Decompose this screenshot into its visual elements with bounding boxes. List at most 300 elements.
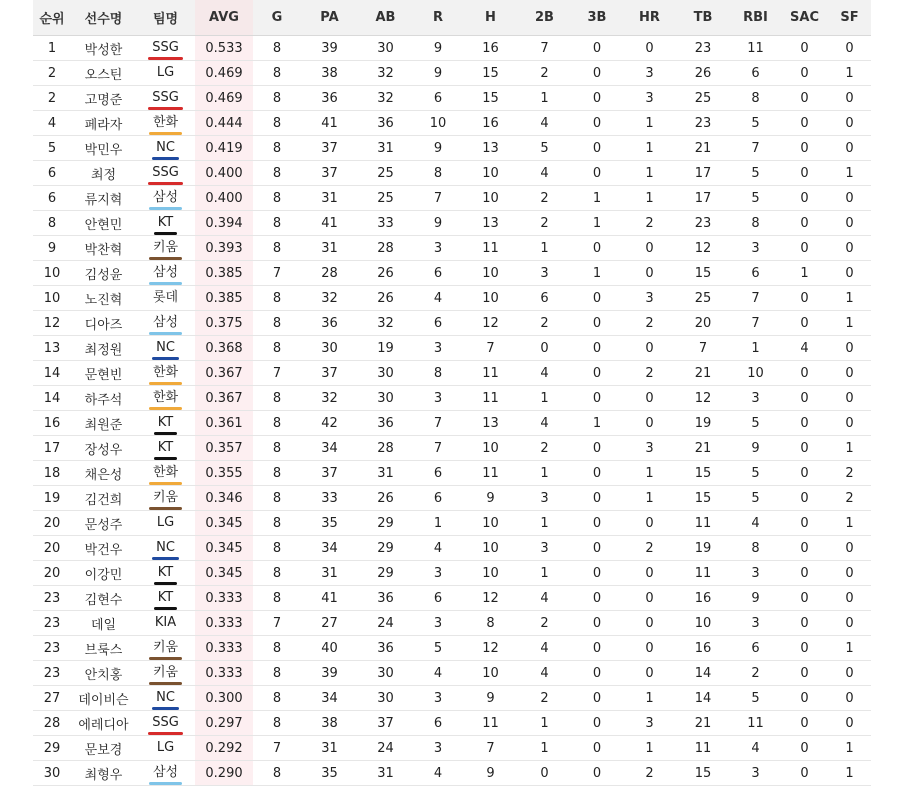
table-row[interactable] — [33, 236, 871, 261]
rank-cell: 20 — [33, 561, 71, 586]
header-avg[interactable]: AVG — [195, 0, 253, 36]
player-name-cell[interactable]: 안현민 — [71, 211, 136, 236]
team-name[interactable] — [151, 364, 180, 382]
player-name-cell[interactable]: 최정원 — [71, 336, 136, 361]
ab-cell: 26 — [358, 286, 413, 311]
rbi-cell: 3 — [730, 386, 781, 411]
home-runs-cell: 1 — [623, 736, 676, 761]
ab-cell: 31 — [358, 461, 413, 486]
rank-cell: 23 — [33, 661, 71, 686]
table-row[interactable] — [33, 61, 871, 86]
player-name-cell[interactable]: 오스틴 — [71, 61, 136, 86]
team-name[interactable] — [151, 239, 180, 257]
sf-cell: 0 — [828, 111, 871, 136]
triples-cell: 0 — [571, 736, 623, 761]
runs-cell: 3 — [413, 336, 463, 361]
header-player[interactable]: 선수명 — [71, 0, 136, 36]
table-row[interactable] — [33, 111, 871, 136]
doubles-cell: 4 — [518, 411, 571, 436]
team-label: 삼성 — [152, 315, 179, 330]
games-cell: 8 — [253, 211, 301, 236]
team-cell — [136, 661, 195, 686]
sac-cell: 0 — [781, 736, 828, 761]
pa-cell: 31 — [301, 186, 358, 211]
rbi-cell: 5 — [730, 186, 781, 211]
team-label: KT — [157, 590, 174, 605]
games-cell: 7 — [253, 361, 301, 386]
team-cell — [136, 511, 195, 536]
table-row[interactable] — [33, 761, 871, 786]
pa-cell: 35 — [301, 511, 358, 536]
table-row[interactable] — [33, 736, 871, 761]
player-name-cell[interactable]: 박찬혁 — [71, 236, 136, 261]
runs-cell: 3 — [413, 686, 463, 711]
total-bases-cell: 14 — [676, 686, 730, 711]
header-rank[interactable]: 순위 — [33, 0, 71, 36]
header-tb[interactable]: TB — [676, 0, 730, 36]
player-name-cell[interactable]: 페라자 — [71, 111, 136, 136]
sf-cell: 1 — [828, 736, 871, 761]
total-bases-cell: 12 — [676, 386, 730, 411]
team-name[interactable] — [153, 614, 178, 632]
player-name-cell[interactable]: 에레디아 — [71, 711, 136, 736]
table-row[interactable] — [33, 636, 871, 661]
team-name[interactable] — [156, 414, 175, 432]
rbi-cell: 5 — [730, 111, 781, 136]
runs-cell: 6 — [413, 711, 463, 736]
triples-cell: 0 — [571, 111, 623, 136]
rbi-cell: 5 — [730, 486, 781, 511]
team-name[interactable] — [154, 139, 177, 157]
team-name[interactable] — [155, 514, 176, 532]
team-name[interactable] — [151, 314, 180, 332]
table-row[interactable] — [33, 336, 871, 361]
team-name[interactable] — [150, 89, 181, 107]
player-name-cell[interactable]: 노진혁 — [71, 286, 136, 311]
table-row[interactable] — [33, 511, 871, 536]
triples-cell: 0 — [571, 311, 623, 336]
team-label: NC — [156, 540, 175, 555]
player-name-cell[interactable]: 데일 — [71, 611, 136, 636]
team-underline — [152, 157, 179, 160]
ab-cell: 36 — [358, 411, 413, 436]
home-runs-cell: 1 — [623, 161, 676, 186]
rank-cell: 14 — [33, 386, 71, 411]
sf-cell: 1 — [828, 286, 871, 311]
table-row[interactable] — [33, 311, 871, 336]
avg-cell: 0.300 — [195, 686, 253, 711]
team-cell — [136, 436, 195, 461]
runs-cell: 6 — [413, 461, 463, 486]
runs-cell: 3 — [413, 611, 463, 636]
table-row[interactable] — [33, 286, 871, 311]
home-runs-cell: 0 — [623, 411, 676, 436]
total-bases-cell: 7 — [676, 336, 730, 361]
header-team[interactable]: 팀명 — [136, 0, 195, 36]
table-row[interactable] — [33, 186, 871, 211]
team-underline — [149, 507, 182, 510]
games-cell: 8 — [253, 511, 301, 536]
team-name[interactable] — [151, 289, 180, 307]
rbi-cell: 11 — [730, 36, 781, 61]
header-h[interactable]: H — [463, 0, 518, 36]
table-row[interactable] — [33, 561, 871, 586]
team-cell — [136, 561, 195, 586]
games-cell: 8 — [253, 336, 301, 361]
runs-cell: 9 — [413, 36, 463, 61]
player-name-cell[interactable]: 브룩스 — [71, 636, 136, 661]
team-name[interactable] — [154, 689, 177, 707]
rbi-cell: 5 — [730, 461, 781, 486]
rbi-cell: 9 — [730, 586, 781, 611]
player-name-cell[interactable]: 디아즈 — [71, 311, 136, 336]
pa-cell: 37 — [301, 136, 358, 161]
sac-cell: 0 — [781, 536, 828, 561]
rank-cell: 12 — [33, 311, 71, 336]
pa-cell: 34 — [301, 536, 358, 561]
home-runs-cell: 3 — [623, 61, 676, 86]
player-name-cell[interactable]: 박건우 — [71, 536, 136, 561]
team-underline — [149, 207, 182, 210]
pa-cell: 33 — [301, 486, 358, 511]
rank-cell: 13 — [33, 336, 71, 361]
team-name[interactable] — [150, 164, 181, 182]
home-runs-cell: 2 — [623, 361, 676, 386]
table-row[interactable] — [33, 86, 871, 111]
player-name-cell[interactable]: 박민우 — [71, 136, 136, 161]
header-hr[interactable]: HR — [623, 0, 676, 36]
player-name-cell[interactable]: 문성주 — [71, 511, 136, 536]
hits-cell: 9 — [463, 686, 518, 711]
runs-cell: 7 — [413, 186, 463, 211]
home-runs-cell: 0 — [623, 611, 676, 636]
rank-cell: 6 — [33, 186, 71, 211]
header-3b[interactable]: 3B — [571, 0, 623, 36]
header-rbi[interactable]: RBI — [730, 0, 781, 36]
team-name[interactable] — [156, 439, 175, 457]
table-row[interactable] — [33, 661, 871, 686]
triples-cell: 0 — [571, 486, 623, 511]
avg-cell: 0.346 — [195, 486, 253, 511]
header-pa[interactable]: PA — [301, 0, 358, 36]
team-name[interactable] — [154, 539, 177, 557]
ab-cell: 37 — [358, 711, 413, 736]
total-bases-cell: 11 — [676, 561, 730, 586]
sf-cell: 1 — [828, 61, 871, 86]
team-underline — [149, 682, 182, 685]
team-label: 롯데 — [152, 290, 179, 305]
games-cell: 7 — [253, 261, 301, 286]
table-row[interactable] — [33, 361, 871, 386]
hits-cell: 13 — [463, 411, 518, 436]
team-name[interactable] — [156, 589, 175, 607]
sf-cell: 0 — [828, 136, 871, 161]
ab-cell: 28 — [358, 236, 413, 261]
team-cell — [136, 486, 195, 511]
sac-cell: 0 — [781, 486, 828, 511]
player-name-cell[interactable]: 김건희 — [71, 486, 136, 511]
games-cell: 8 — [253, 311, 301, 336]
games-cell: 8 — [253, 561, 301, 586]
player-name-cell[interactable]: 박성한 — [71, 36, 136, 61]
team-name[interactable] — [155, 739, 176, 757]
home-runs-cell: 2 — [623, 211, 676, 236]
header-2b[interactable]: 2B — [518, 0, 571, 36]
games-cell: 8 — [253, 236, 301, 261]
total-bases-cell: 17 — [676, 161, 730, 186]
home-runs-cell: 1 — [623, 686, 676, 711]
pa-cell: 41 — [301, 211, 358, 236]
header-ab[interactable]: AB — [358, 0, 413, 36]
team-underline — [149, 257, 182, 260]
player-name-cell[interactable]: 김현수 — [71, 586, 136, 611]
pa-cell: 39 — [301, 36, 358, 61]
triples-cell: 0 — [571, 686, 623, 711]
table-row[interactable] — [33, 211, 871, 236]
runs-cell: 9 — [413, 61, 463, 86]
doubles-cell: 2 — [518, 311, 571, 336]
doubles-cell: 5 — [518, 136, 571, 161]
ab-cell: 24 — [358, 736, 413, 761]
runs-cell: 6 — [413, 486, 463, 511]
games-cell: 8 — [253, 586, 301, 611]
avg-cell: 0.333 — [195, 661, 253, 686]
sac-cell: 0 — [781, 61, 828, 86]
rank-cell: 20 — [33, 536, 71, 561]
home-runs-cell: 0 — [623, 511, 676, 536]
rbi-cell: 3 — [730, 561, 781, 586]
rbi-cell: 3 — [730, 236, 781, 261]
batting-stats-table — [33, 0, 871, 786]
home-runs-cell: 0 — [623, 586, 676, 611]
team-label: LG — [156, 515, 175, 530]
sf-cell: 2 — [828, 486, 871, 511]
table-row[interactable] — [33, 461, 871, 486]
avg-cell: 0.361 — [195, 411, 253, 436]
team-name[interactable] — [151, 639, 180, 657]
table-row[interactable] — [33, 411, 871, 436]
player-name-cell[interactable]: 하주석 — [71, 386, 136, 411]
rbi-cell: 6 — [730, 636, 781, 661]
hits-cell: 10 — [463, 436, 518, 461]
ab-cell: 24 — [358, 611, 413, 636]
team-name[interactable] — [156, 214, 175, 232]
team-name[interactable] — [151, 464, 180, 482]
pa-cell: 31 — [301, 561, 358, 586]
team-cell — [136, 536, 195, 561]
team-name[interactable] — [151, 114, 180, 132]
total-bases-cell: 15 — [676, 486, 730, 511]
games-cell: 8 — [253, 386, 301, 411]
ab-cell: 30 — [358, 36, 413, 61]
doubles-cell: 4 — [518, 636, 571, 661]
doubles-cell: 1 — [518, 711, 571, 736]
sac-cell: 0 — [781, 761, 828, 786]
player-name-cell[interactable]: 김성윤 — [71, 261, 136, 286]
table-row[interactable] — [33, 386, 871, 411]
triples-cell: 0 — [571, 361, 623, 386]
runs-cell: 3 — [413, 236, 463, 261]
table-row[interactable] — [33, 161, 871, 186]
triples-cell: 0 — [571, 536, 623, 561]
rank-cell: 2 — [33, 61, 71, 86]
header-sf[interactable]: SF — [828, 0, 871, 36]
games-cell: 8 — [253, 161, 301, 186]
rbi-cell: 3 — [730, 761, 781, 786]
player-name-cell[interactable]: 최형우 — [71, 761, 136, 786]
pa-cell: 41 — [301, 111, 358, 136]
runs-cell: 1 — [413, 511, 463, 536]
doubles-cell: 2 — [518, 186, 571, 211]
rank-cell: 27 — [33, 686, 71, 711]
table-row[interactable] — [33, 611, 871, 636]
player-name-cell[interactable]: 최원준 — [71, 411, 136, 436]
sf-cell: 0 — [828, 411, 871, 436]
team-name[interactable] — [151, 389, 180, 407]
home-runs-cell: 1 — [623, 136, 676, 161]
avg-cell: 0.368 — [195, 336, 253, 361]
team-cell — [136, 61, 195, 86]
rbi-cell: 6 — [730, 261, 781, 286]
doubles-cell: 7 — [518, 36, 571, 61]
doubles-cell: 4 — [518, 586, 571, 611]
runs-cell: 5 — [413, 636, 463, 661]
player-name-cell[interactable]: 데이비슨 — [71, 686, 136, 711]
home-runs-cell: 1 — [623, 186, 676, 211]
hits-cell: 10 — [463, 286, 518, 311]
team-cell — [136, 136, 195, 161]
sac-cell: 0 — [781, 361, 828, 386]
doubles-cell: 2 — [518, 61, 571, 86]
table-row[interactable] — [33, 136, 871, 161]
team-label: 키움 — [152, 240, 179, 255]
home-runs-cell: 0 — [623, 386, 676, 411]
team-name[interactable] — [151, 189, 180, 207]
total-bases-cell: 17 — [676, 186, 730, 211]
player-name-cell[interactable]: 고명준 — [71, 86, 136, 111]
hits-cell: 7 — [463, 736, 518, 761]
table-row[interactable] — [33, 486, 871, 511]
team-name[interactable] — [156, 564, 175, 582]
header-g[interactable]: G — [253, 0, 301, 36]
total-bases-cell: 11 — [676, 511, 730, 536]
team-name[interactable] — [151, 489, 180, 507]
sf-cell: 0 — [828, 336, 871, 361]
home-runs-cell: 2 — [623, 761, 676, 786]
player-name-cell[interactable]: 류지혁 — [71, 186, 136, 211]
team-label: SSG — [152, 40, 179, 55]
home-runs-cell: 3 — [623, 711, 676, 736]
total-bases-cell: 26 — [676, 61, 730, 86]
games-cell: 8 — [253, 461, 301, 486]
runs-cell: 9 — [413, 211, 463, 236]
triples-cell: 0 — [571, 611, 623, 636]
team-name[interactable] — [151, 764, 180, 782]
doubles-cell: 1 — [518, 386, 571, 411]
table-row[interactable] — [33, 261, 871, 286]
games-cell: 8 — [253, 686, 301, 711]
team-name[interactable] — [150, 714, 181, 732]
sf-cell: 0 — [828, 186, 871, 211]
player-name-cell[interactable]: 이강민 — [71, 561, 136, 586]
table-row[interactable] — [33, 536, 871, 561]
sf-cell: 0 — [828, 661, 871, 686]
team-name[interactable] — [155, 64, 176, 82]
header-sac[interactable]: SAC — [781, 0, 828, 36]
ab-cell: 29 — [358, 561, 413, 586]
sac-cell: 0 — [781, 186, 828, 211]
pa-cell: 30 — [301, 336, 358, 361]
pa-cell: 37 — [301, 161, 358, 186]
triples-cell: 1 — [571, 411, 623, 436]
ab-cell: 30 — [358, 386, 413, 411]
rbi-cell: 7 — [730, 136, 781, 161]
home-runs-cell: 0 — [623, 336, 676, 361]
team-name[interactable] — [151, 264, 180, 282]
hits-cell: 13 — [463, 136, 518, 161]
team-name[interactable] — [151, 664, 180, 682]
team-name[interactable] — [154, 339, 177, 357]
team-label: LG — [156, 65, 175, 80]
team-name[interactable] — [150, 39, 181, 57]
player-name-cell[interactable]: 채은성 — [71, 461, 136, 486]
rank-cell: 23 — [33, 636, 71, 661]
table-row[interactable] — [33, 36, 871, 61]
team-cell — [136, 636, 195, 661]
table-row[interactable] — [33, 686, 871, 711]
sac-cell: 0 — [781, 636, 828, 661]
player-name-cell[interactable]: 최정 — [71, 161, 136, 186]
ab-cell: 36 — [358, 586, 413, 611]
doubles-cell: 0 — [518, 761, 571, 786]
total-bases-cell: 21 — [676, 436, 730, 461]
triples-cell: 0 — [571, 636, 623, 661]
pa-cell: 35 — [301, 761, 358, 786]
total-bases-cell: 23 — [676, 36, 730, 61]
player-name-cell[interactable]: 장성우 — [71, 436, 136, 461]
team-underline — [154, 232, 177, 235]
hits-cell: 11 — [463, 461, 518, 486]
player-name-cell[interactable]: 문보경 — [71, 736, 136, 761]
triples-cell: 0 — [571, 586, 623, 611]
team-cell — [136, 161, 195, 186]
player-name-cell[interactable]: 문현빈 — [71, 361, 136, 386]
hits-cell: 16 — [463, 111, 518, 136]
ab-cell: 26 — [358, 486, 413, 511]
team-cell — [136, 686, 195, 711]
table-row[interactable] — [33, 436, 871, 461]
pa-cell: 37 — [301, 461, 358, 486]
hits-cell: 10 — [463, 186, 518, 211]
table-row[interactable] — [33, 586, 871, 611]
player-name-cell[interactable]: 안치홍 — [71, 661, 136, 686]
rbi-cell: 9 — [730, 436, 781, 461]
triples-cell: 0 — [571, 386, 623, 411]
home-runs-cell: 0 — [623, 636, 676, 661]
table-row[interactable] — [33, 711, 871, 736]
rank-cell: 16 — [33, 411, 71, 436]
rank-cell: 6 — [33, 161, 71, 186]
sac-cell: 0 — [781, 36, 828, 61]
total-bases-cell: 15 — [676, 261, 730, 286]
header-r[interactable]: R — [413, 0, 463, 36]
rbi-cell: 5 — [730, 686, 781, 711]
team-underline — [148, 57, 183, 60]
sf-cell: 0 — [828, 586, 871, 611]
triples-cell: 0 — [571, 86, 623, 111]
sf-cell: 0 — [828, 386, 871, 411]
sac-cell: 0 — [781, 461, 828, 486]
